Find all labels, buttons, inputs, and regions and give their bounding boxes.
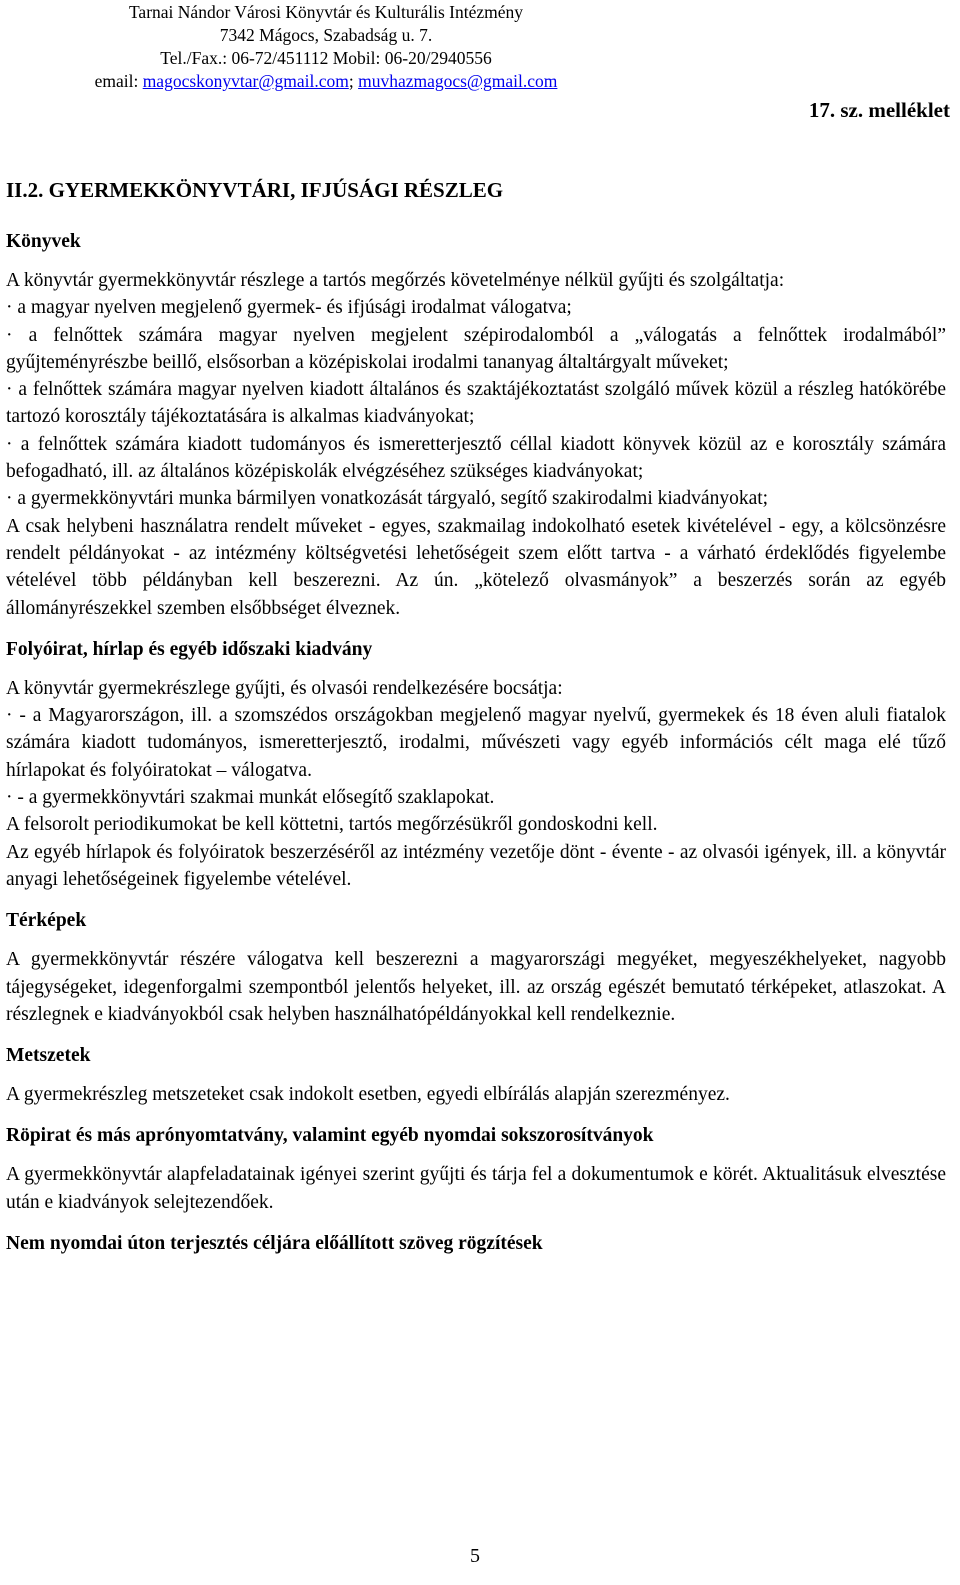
email-separator: ; bbox=[348, 71, 359, 91]
institution-phone: Tel./Fax.: 06-72/451112 Mobil: 06-20/2940556 bbox=[160, 48, 492, 68]
letterhead bbox=[6, 0, 646, 93]
section-title: II.2. GYERMEKKÖNYVTÁRI, IFJÚSÁGI RÉSZLEG bbox=[6, 178, 504, 202]
heading-metszetek: Metszetek bbox=[6, 1045, 91, 1067]
folyoirat-intro: A könyvtár gyermekrészlege gyűjti, és olvasói rendelkezésére bocsátja: bbox=[6, 677, 563, 699]
page-number: 5 bbox=[470, 1545, 480, 1567]
folyoirat-item: · - a Magyarországon, ill. a szomszédos országokban megjelenő magyar nyelvű, gyermekek és 18 éven aluli fiatalok számára kiadott tudományos, ismeretterjesztő, irodalmi, művészeti vagy egyéb információs célt maga elé tűző hírlapokat és folyóiratokat – válogatva. bbox=[6, 705, 946, 781]
folyoirat-para: Az egyéb hírlapok és folyóiratok beszerzéséről az intézmény vezetője dönt - évente - az olvasói igények, ill. a könyvtár anyagi lehetőségeinek figyelembe vételével. bbox=[6, 841, 946, 890]
institution-name: Tarnai Nándor Városi Könyvtár és Kulturális Intézmény bbox=[128, 2, 524, 22]
konyvek-closing: A csak helybeni használatra rendelt műveket - egyes, szakmailag indokolható esetek kivételével - egy, a kölcsönzésre rendelt példányokat - az intézmény költségvetési lehetőségeit szem előtt tartva - a várható érdeklődés figyelembe vételével több példányban kell beszerezni. Az ún. „kötelező olvasmányok” a beszerzés során az egyéb állományrészekkel szemben elsőbbséget élveznek. bbox=[6, 515, 946, 619]
folyoirat-item: · - a gyermekkönyvtári szakmai munkát elősegítő szaklapokat. bbox=[6, 787, 495, 809]
email-link-library[interactable]: magocskonyvtar@gmail.com bbox=[142, 71, 349, 91]
terkepek-text: A gyermekkönyvtár részére válogatva kell beszerezni a magyarországi megyéket, megyeszékhelyeket, nagyobb tájegységeket, idegenforgalmi szempontból jelentős helyeket, ill. az ország egészét bemutató térképeket, atlaszokat. A részlegnek e kiadványokból csak helyben használhatópéldányokkal kell rendelkeznie. bbox=[6, 949, 946, 1025]
annex-label: 17. sz. melléklet bbox=[808, 98, 950, 122]
email-link-culture-house[interactable]: muvhazmagocs@gmail.com bbox=[358, 71, 558, 91]
konyvek-intro: A könyvtár gyermekkönyvtár részlege a tartós megőrzés követelménye nélkül gyűjti és szolgáltatja: bbox=[6, 270, 785, 291]
ropirat-text: A gyermekkönyvtár alapfeladatainak igényei szerint gyűjti és tárja fel a dokumentumok e körét. Aktualitásuk elvesztése után e kiadványok selejtezendőek. bbox=[6, 1164, 946, 1213]
heading-terkepek: Térképek bbox=[6, 910, 87, 932]
folyoirat-para: A felsorolt periodikumokat be kell köttetni, tartós megőrzésükről gondoskodni kell. bbox=[6, 814, 658, 836]
heading-konyvek: Könyvek bbox=[6, 231, 81, 252]
document-body bbox=[6, 228, 946, 1257]
heading-ropirat: Röpirat és más aprónyomtatvány, valamint egyéb nyomdai sokszorosítványok bbox=[6, 1125, 654, 1147]
konyvek-item: · a felnőttek számára kiadott tudományos és ismeretterjesztő céllal kiadott könyvek közül az e korosztály számára befogadható, ill. az általános középiskolák elvégzéséhez szükséges kiadványokat; bbox=[6, 433, 946, 483]
email-label: email: bbox=[94, 71, 143, 91]
konyvek-item: · a gyermekkönyvtári munka bármilyen vonatkozását tárgyaló, segítő szakirodalmi kiadványokat; bbox=[6, 488, 769, 510]
heading-nem-nyomdai: Nem nyomdai úton terjesztés céljára előállított szöveg rögzítések bbox=[6, 1233, 543, 1255]
konyvek-item: · a magyar nyelven megjelenő gyermek- és ifjúsági irodalmat válogatva; bbox=[6, 297, 572, 319]
metszetek-text: A gyermekrészleg metszeteket csak indokolt esetben, egyedi elbírálás alapján szerezményez. bbox=[6, 1084, 730, 1106]
institution-address: 7342 Mágocs, Szabadság u. 7. bbox=[219, 25, 433, 45]
konyvek-item: · a felnőttek számára magyar nyelven megjelent szépirodalomból a „válogatás a felnőttek irodalmából” gyűjteményrészbe beillő, elsősorban a középiskolai irodalmi tananyag általtárgyalt műveket; bbox=[6, 324, 946, 373]
institution-email bbox=[6, 70, 646, 93]
konyvek-item: · a felnőttek számára magyar nyelven kiadott általános és szaktájékoztatást szolgáló művek közül a részleg hatókörébe tartozó korosztály tájékoztatására is alkalmas kiadványokat; bbox=[6, 379, 946, 428]
heading-folyoirat: Folyóirat, hírlap és egyéb időszaki kiadvány bbox=[6, 638, 373, 660]
